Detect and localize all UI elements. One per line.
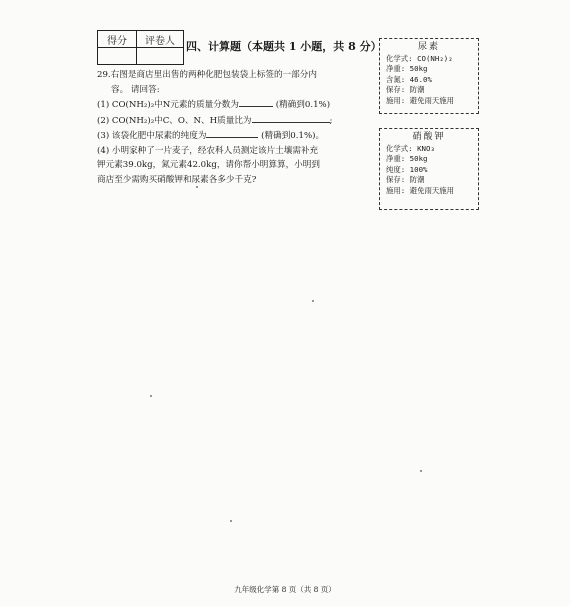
urea-label-row: 保存: 防潮: [386, 85, 425, 95]
urea-label-row: 含氮: 46.0%: [386, 74, 432, 84]
kno3-label-title: 硝酸钾: [412, 132, 446, 142]
scan-speck: [312, 300, 314, 302]
scan-speck: [196, 186, 198, 188]
section-title: 四、计算题（本题共 1 小题，共 8 分）: [186, 40, 382, 53]
scan-speck: [230, 520, 232, 522]
kno3-label-row: 净重: 50kg: [386, 154, 428, 164]
kno3-label-row: 施用: 避免雨天施用: [386, 185, 455, 195]
kno3-label-row: 化学式: KNO₃: [386, 143, 435, 153]
part-3-tail: (精确到0.1%)。: [261, 131, 325, 141]
kno3-label-row: 纯度: 100%: [386, 164, 428, 174]
question-part-1: [97, 97, 372, 113]
score-label: 得分: [98, 31, 137, 48]
question-line: 29.右图是商店里出售的两种化肥包装袋上标签的一部分内: [97, 70, 317, 80]
question-part-4-cont: 钾元素39.0kg，氮元素42.0kg，请你帮小明算算，小明到: [97, 160, 320, 170]
answer-blank-1[interactable]: [239, 97, 273, 107]
question-part-4: (4) 小明家种了一片麦子，经农科人员测定该片土壤需补充: [97, 145, 319, 156]
question-part-4-cont: 商店至少需购买硝酸钾和尿素各多少千克?: [97, 174, 257, 185]
page-footer: 九年级化学第 8 页（共 8 页）: [234, 585, 336, 594]
question-part-2: [97, 113, 372, 129]
question-29: [97, 68, 372, 187]
urea-label-title: 尿素: [417, 42, 440, 52]
urea-label-box: [379, 38, 479, 114]
part-3-text: (3) 该袋化肥中尿素的纯度为: [97, 131, 207, 141]
grader-label: 评卷人: [137, 31, 184, 48]
score-table: [97, 30, 184, 65]
question-part-3: [97, 128, 372, 144]
kno3-label-box: [379, 128, 479, 210]
scan-speck: [150, 395, 152, 397]
grader-cell[interactable]: [137, 48, 184, 65]
part-1-tail: (精确到0.1%): [275, 100, 331, 110]
urea-label-row: 化学式: CO(NH₂)₂: [386, 53, 453, 63]
answer-blank-3[interactable]: [206, 128, 258, 138]
score-cell[interactable]: [98, 48, 137, 65]
question-line: 容。 请回答:: [111, 84, 160, 95]
scan-speck: [420, 470, 422, 472]
answer-blank-2[interactable]: [252, 113, 330, 123]
part-1-text: (1) CO(NH₂)₂中N元素的质量分数为: [97, 100, 239, 110]
part-2-text: (2) CO(NH₂)₂中C、O、N、H质量比为: [97, 115, 252, 126]
urea-label-row: 净重: 50kg: [386, 64, 428, 74]
urea-label-row: 施用: 避免雨天施用: [386, 95, 455, 105]
part-2-tail: ;: [329, 115, 333, 126]
kno3-label-row: 保存: 防潮: [386, 175, 425, 185]
